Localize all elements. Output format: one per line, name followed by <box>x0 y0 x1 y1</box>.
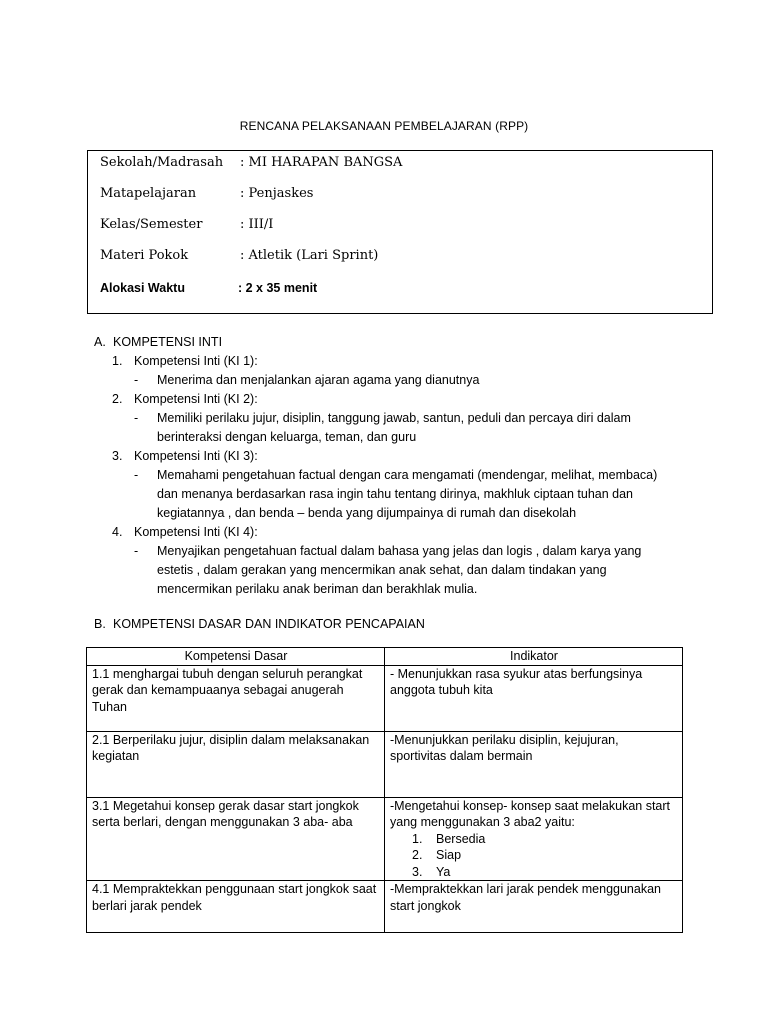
info-label: Alokasi Waktu <box>100 281 185 295</box>
list-text: Bersedia <box>436 831 486 846</box>
section-basic-competence <box>94 615 714 634</box>
info-label: Materi Pokok <box>100 248 189 263</box>
info-row-topic <box>100 248 378 263</box>
column-header: Kompetensi Dasar <box>87 648 385 666</box>
document-title: RENCANA PELAKSANAAN PEMBELAJARAN (RPP) <box>239 119 529 133</box>
info-row-class <box>100 217 273 232</box>
info-row-school <box>100 155 402 170</box>
indikator-cell: - Menunjukkan rasa syukur atas berfungsinya anggota tubuh kita <box>385 665 683 731</box>
ki-title: Kompetensi Inti (KI 1): <box>134 354 258 368</box>
ki-text: Menerima dan menjalankan ajaran agama yang dianutnya <box>157 373 480 387</box>
dash-bullet: - <box>134 544 139 558</box>
indikator-cell <box>385 797 683 881</box>
table-row <box>87 665 683 731</box>
list-number: 1. <box>412 831 423 846</box>
ki-text: Memiliki perilaku jujur, disiplin, tanggung jawab, santun, peduli dan percaya diri dalam berinteraksi dengan keluarga, teman, dan guru <box>157 411 631 444</box>
ki-description <box>134 542 714 599</box>
list-item <box>390 864 678 881</box>
list-text: Ya <box>436 864 451 879</box>
table-row <box>87 881 683 933</box>
dash-bullet: - <box>134 411 139 425</box>
info-value: : 2 x 35 menit <box>238 281 318 295</box>
kd-cell: 3.1 Megetahui konsep gerak dasar start jongkok serta berlari, dengan menggunakan 3 aba- aba <box>87 797 385 881</box>
indikator-cell: -Menunjukkan perilaku disiplin, kejujuran, sportivitas dalam bermain <box>385 731 683 797</box>
info-value: : MI HARAPAN BANGSA <box>240 155 403 170</box>
info-value: : III/I <box>240 217 274 232</box>
section-marker: B. <box>94 617 106 631</box>
info-row-subject <box>100 186 313 201</box>
column-header: Indikator <box>385 648 683 666</box>
competence-table <box>86 647 683 933</box>
ki-title: Kompetensi Inti (KI 4): <box>134 525 258 539</box>
ki-description <box>134 409 714 447</box>
ki-text: Menyajikan pengetahuan factual dalam bahasa yang jelas dan logis , dalam karya yang estetis , dalam gerakan yang mencermikan anak sehat, dan dalam tindakan yang mencermikan perilaku anak beriman dan berakhlak mulia. <box>157 544 642 596</box>
kd-cell: 2.1 Berperilaku jujur, disiplin dalam melaksanakan kegiatan <box>87 731 385 797</box>
identity-box <box>87 150 713 314</box>
list-number: 2. <box>412 848 423 862</box>
ki-number: 3. <box>112 449 123 463</box>
ki-description <box>134 466 714 523</box>
info-label: Matapelajaran <box>100 186 197 201</box>
indikator-cell: -Mempraktekkan lari jarak pendek menggunakan start jongkok <box>385 881 683 933</box>
ki-number: 1. <box>112 354 123 368</box>
info-row-time <box>100 281 317 295</box>
ki-title: Kompetensi Inti (KI 2): <box>134 392 258 406</box>
section-heading <box>94 333 714 352</box>
ki-number: 4. <box>112 525 123 539</box>
section-marker: A. <box>94 335 106 349</box>
dash-bullet: - <box>134 373 139 387</box>
ki-item <box>112 390 714 409</box>
table-row <box>87 731 683 797</box>
section-title: KOMPETENSI INTI <box>113 335 223 349</box>
section-title: KOMPETENSI DASAR DAN INDIKATOR PENCAPAIAN <box>113 617 425 631</box>
indikator-text: -Mengetahui konsep- konsep saat melakukan start yang menggunakan 3 aba2 yaitu: <box>390 798 671 829</box>
ki-description <box>134 371 714 390</box>
section-core-competence <box>94 333 714 599</box>
ki-item <box>112 447 714 466</box>
info-value: : Atletik (Lari Sprint) <box>240 248 379 263</box>
kd-cell: 4.1 Mempraktekkan penggunaan start jongkok saat berlari jarak pendek <box>87 881 385 933</box>
ki-text: Memahami pengetahuan factual dengan cara mengamati (mendengar, melihat, membaca) dan menanya berdasarkan rasa ingin tahu tentang dirinya, makhluk ciptaan tuhan dan kegiatannya , dan benda – benda yang dijumpainya di rumah dan disekolah <box>157 468 658 520</box>
list-number: 3. <box>412 864 423 879</box>
table-row <box>87 797 683 881</box>
ki-item <box>112 352 714 371</box>
ki-title: Kompetensi Inti (KI 3): <box>134 449 258 463</box>
list-text: Siap <box>436 848 462 862</box>
table-header-row <box>87 648 683 666</box>
ki-item <box>112 523 714 542</box>
info-value: : Penjaskes <box>240 186 314 201</box>
dash-bullet: - <box>134 468 139 482</box>
list-item <box>390 847 678 864</box>
ki-number: 2. <box>112 392 123 406</box>
info-label: Kelas/Semester <box>100 217 203 232</box>
kd-cell: 1.1 menghargai tubuh dengan seluruh perangkat gerak dan kemampuaanya sebagai anugerah Tuhan <box>87 665 385 731</box>
section-heading <box>94 615 714 634</box>
info-label: Sekolah/Madrasah <box>100 155 224 170</box>
list-item <box>390 831 678 848</box>
